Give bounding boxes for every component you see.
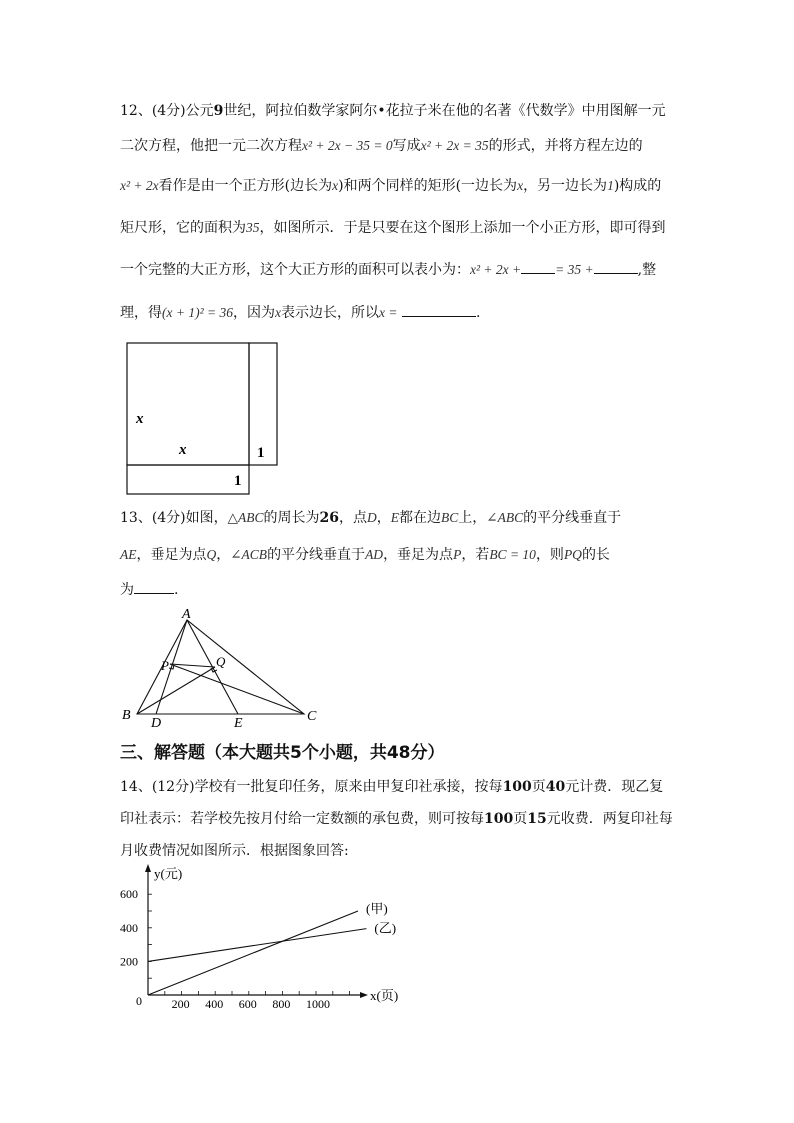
- label-one-right: 1: [257, 445, 265, 461]
- q12-line-5: 一个完整的大正方形，这个大正方形的面积可以表小为：x² + 2x + = 35 + ,整: [120, 262, 657, 278]
- bottom-rectangle: [127, 465, 249, 494]
- q12-answer-blank[interactable]: [402, 304, 476, 317]
- point-d: D: [151, 716, 162, 728]
- point-e: E: [234, 716, 243, 728]
- y-tick-label: 200: [120, 954, 138, 969]
- point-p: P: [161, 658, 169, 673]
- x-tick-label: 1000: [306, 997, 330, 1011]
- x-tick-label: 800: [272, 997, 291, 1011]
- q13-line-3: 为 .: [120, 582, 179, 598]
- series-line: [148, 929, 366, 962]
- q13-answer-blank[interactable]: [134, 581, 174, 594]
- vertex-c: C: [307, 709, 317, 724]
- q14-line-3: 月收费情况如图所示．根据图象回答:: [120, 843, 349, 859]
- y-tick-label: 600: [120, 887, 138, 902]
- bisector-b: [137, 667, 215, 714]
- q12-blank-2[interactable]: [594, 261, 638, 274]
- x-axis-arrow: [360, 992, 368, 998]
- q12-line-6: 理，得(x + 1)² = 36，因为x表示边长，所以x = .: [120, 305, 481, 321]
- x-tick-label: 600: [238, 997, 257, 1011]
- label-x-side: x: [136, 411, 144, 427]
- x-axis-label: x(页): [370, 988, 399, 1003]
- q12-line-3: x² + 2x看作是由一个正方形(边长为x)和两个同样的矩形(一边长为x，另一边长为1)构成的: [120, 178, 662, 194]
- big-square: [127, 343, 249, 465]
- bisector-c: [170, 664, 304, 714]
- q13-line-1: 13、(4分)如图，△ABC的周长为26，点D，E都在边BC上，∠ABC的平分线垂直于: [120, 510, 622, 526]
- label-x-bottom: x: [179, 442, 187, 458]
- y-axis-label: y(元): [154, 866, 183, 881]
- x-tick-label: 400: [205, 997, 224, 1011]
- q12-figure: [120, 336, 290, 500]
- y-tick-label: 400: [120, 920, 138, 935]
- series-label: (乙): [374, 920, 397, 936]
- section-heading: 三、解答题（本大题共5个小题，共48分）: [120, 743, 445, 763]
- q12-line-2: 二次方程，他把一元二次方程x² + 2x − 35 = 0写成x² + 2x = 35的形式，并将方程左边的: [120, 138, 643, 154]
- q12-line-4: 矩尺形，它的面积为35，如图所示．于是只要在这个图形上添加一个小正方形，即可得到: [120, 220, 666, 236]
- series-line: [148, 911, 358, 995]
- vertex-b: B: [122, 708, 131, 723]
- x-tick-label: 200: [171, 997, 190, 1011]
- q14-line-2: 印社表示：若学校先按月付给一定数额的承包费，则可按每100页15元收费．两复印社每: [120, 811, 673, 827]
- q12-line-1: 12、(4分)公元9世纪，阿拉伯数学家阿尔•花拉子米在他的名著《代数学》中用图解一元: [120, 103, 666, 119]
- q12-blank-1[interactable]: [521, 261, 555, 274]
- point-q: Q: [216, 654, 226, 669]
- label-one-bottom: 1: [234, 473, 242, 489]
- q14-line-1: 14、(12分)学校有一批复印任务，原来由甲复印社承接，按每100页40元计费．现乙复: [120, 779, 664, 795]
- origin-label: 0: [136, 994, 142, 1008]
- q13-figure: [118, 606, 328, 728]
- q13-line-2: AE，垂足为点Q，∠ACB的平分线垂直于AD，垂足为点P，若BC = 10，则PQ的长: [120, 547, 610, 563]
- q14-chart: [110, 862, 440, 1012]
- vertex-a: A: [182, 607, 191, 622]
- series-label: (甲): [366, 901, 388, 916]
- y-axis-arrow: [145, 864, 151, 872]
